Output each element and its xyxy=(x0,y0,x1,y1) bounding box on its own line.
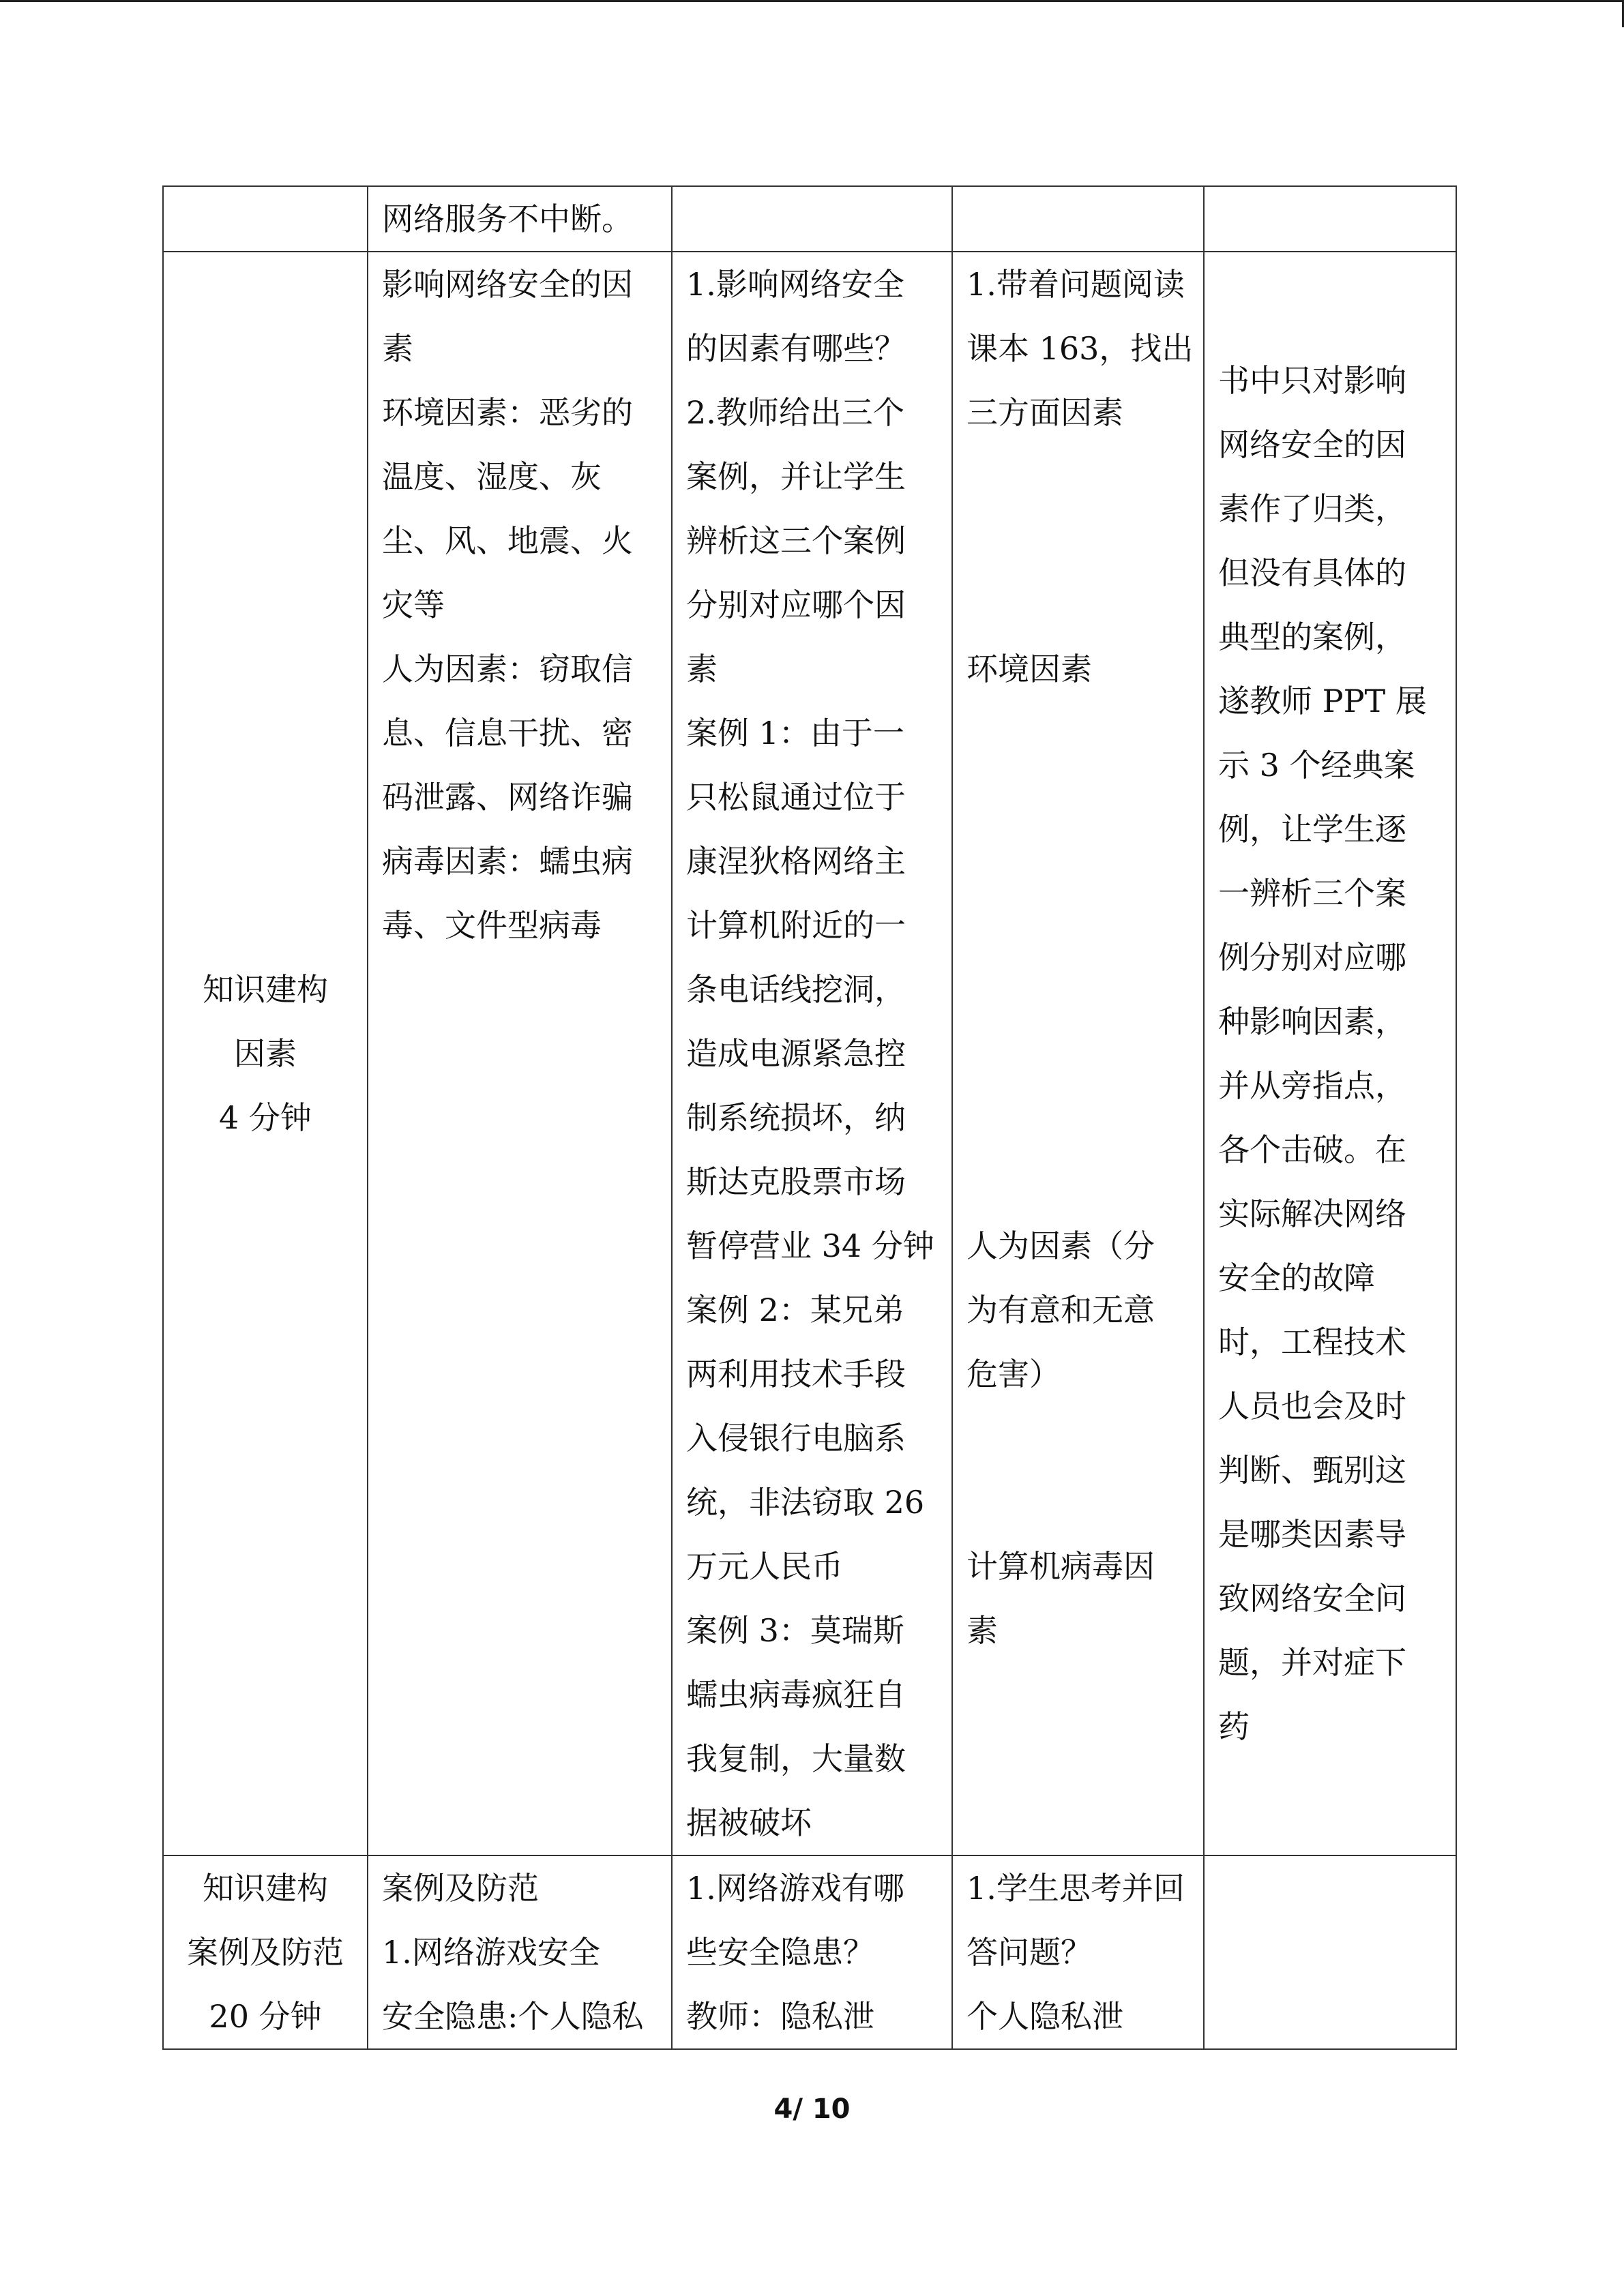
text-line: 三方面因素 xyxy=(966,394,1123,431)
table-row-factors xyxy=(163,252,1456,1855)
text-line: 2.教师给出三个 xyxy=(686,394,904,431)
text-line: 题，并对症下 xyxy=(1218,1644,1406,1681)
text-line: 各个击破。在 xyxy=(1218,1131,1406,1168)
text-line: 素 xyxy=(966,1612,998,1649)
spacer xyxy=(966,1406,1190,1470)
text-line: 时，工程技术 xyxy=(1218,1324,1406,1360)
text-line: 影响网络安全的因 xyxy=(382,266,633,303)
text-line: 人为因素：窃取信 xyxy=(382,651,633,687)
text-line: 息、信息干扰、密 xyxy=(382,715,633,751)
text-line: 1.网络游戏有哪 xyxy=(686,1870,904,1907)
design-notes-cell xyxy=(1204,252,1456,1855)
stage-line: 知识建构 xyxy=(203,971,328,1008)
spacer xyxy=(966,1022,1190,1086)
spacer xyxy=(966,445,1190,509)
content-cell xyxy=(368,186,672,252)
table-row-continuation xyxy=(163,186,1456,252)
text-line: 种影响因素， xyxy=(1218,1003,1406,1040)
text-line: 1.影响网络安全 xyxy=(686,266,904,303)
text-line: 药 xyxy=(1218,1708,1250,1745)
stage-duration: 20 分钟 xyxy=(209,1998,322,2035)
text-line: 课本 163，找出 xyxy=(966,330,1194,367)
text-line: 尘、风、地震、火 xyxy=(382,522,633,559)
stage-cell xyxy=(163,252,368,1855)
text-line: 素 xyxy=(382,330,413,367)
text-line: 辨析这三个案例 xyxy=(686,522,906,559)
text-line: 素 xyxy=(686,651,718,687)
table-row-cases xyxy=(163,1855,1456,2049)
text-line: 条电话线挖洞， xyxy=(686,971,906,1008)
text-line: 教师：隐私泄 xyxy=(686,1998,874,2035)
text-line: 个人隐私泄 xyxy=(966,1998,1123,2035)
spacer xyxy=(966,957,1190,1022)
text-line: 些安全隐患？ xyxy=(686,1934,874,1971)
text-line: 1.带着问题阅读 xyxy=(966,266,1185,303)
text-line: 例，让学生逐 xyxy=(1218,811,1406,848)
spacer xyxy=(966,1150,1190,1214)
text-line: 万元人民币 xyxy=(686,1548,843,1585)
text-line: 码泄露、网络诈骗 xyxy=(382,779,633,816)
text-line: 暂停营业 34 分钟 xyxy=(686,1227,934,1264)
page-top-rule xyxy=(0,0,1624,2)
text-line: 毒、文件型病毒 xyxy=(382,907,602,944)
text-line: 1.网络游戏安全 xyxy=(382,1934,600,1971)
spacer xyxy=(966,509,1190,573)
spacer xyxy=(966,573,1190,637)
text-line: 温度、湿度、灰 xyxy=(382,458,602,495)
text-line: 案例 1：由于一 xyxy=(686,715,904,751)
text-line: 安全隐患:个人隐私 xyxy=(382,1998,644,2035)
spacer xyxy=(966,1086,1190,1150)
text-line: 康涅狄格网络主 xyxy=(686,843,906,880)
text-line: 1.学生思考并回 xyxy=(966,1870,1185,1907)
text-line: 病毒因素：蠕虫病 xyxy=(382,843,633,880)
text-line: 案例 3：莫瑞斯 xyxy=(686,1612,904,1649)
text-line: 实际解决网络 xyxy=(1218,1195,1406,1232)
stage-line: 案例及防范 xyxy=(187,1934,344,1971)
teacher-activity-cell xyxy=(672,252,952,1855)
student-activity-cell xyxy=(952,252,1204,1855)
text-line: 一辨析三个案 xyxy=(1218,875,1406,912)
text-line: 危害） xyxy=(966,1356,1061,1392)
design-notes-cell-empty xyxy=(1204,186,1456,252)
text-line: 环境因素 xyxy=(966,651,1092,687)
text-line: 网络安全的因 xyxy=(1218,426,1406,463)
text-line: 人为因素（分 xyxy=(966,1227,1155,1264)
spacer xyxy=(966,765,1190,829)
lesson-plan-table xyxy=(162,185,1457,2050)
teacher-activity-cell xyxy=(672,1855,952,2049)
teacher-activity-cell-empty xyxy=(672,186,952,252)
spacer xyxy=(966,701,1190,765)
text-line: 案例，并让学生 xyxy=(686,458,906,495)
text-line: 统，非法窃取 26 xyxy=(686,1484,925,1521)
page-number: 4/ 10 xyxy=(773,2093,851,2125)
content-cell xyxy=(368,252,672,1855)
text-line: 但没有具体的 xyxy=(1218,554,1406,591)
stage-line: 知识建构 xyxy=(203,1870,328,1907)
text-line: 蠕虫病毒疯狂自 xyxy=(686,1676,906,1713)
text-line: 人员也会及时 xyxy=(1218,1388,1406,1425)
content-cell xyxy=(368,1855,672,2049)
text-line: 的因素有哪些？ xyxy=(686,330,906,367)
text-line: 是哪类因素导 xyxy=(1218,1516,1406,1553)
design-notes-cell-empty xyxy=(1204,1855,1456,2049)
text-line: 安全的故障 xyxy=(1218,1259,1375,1296)
spacer xyxy=(966,829,1190,893)
text-line: 分别对应哪个因 xyxy=(686,586,906,623)
student-activity-cell-empty xyxy=(952,186,1204,252)
text-line: 据被破坏 xyxy=(686,1804,812,1841)
student-activity-cell xyxy=(952,1855,1204,2049)
text-line: 只松鼠通过位于 xyxy=(686,779,906,816)
text-line: 示 3 个经典案 xyxy=(1218,747,1415,784)
text-line: 造成电源紧急控 xyxy=(686,1035,906,1072)
text-line: 灾等 xyxy=(382,586,445,623)
stage-cell xyxy=(163,1855,368,2049)
spacer xyxy=(966,893,1190,957)
text-line: 素作了归类， xyxy=(1218,490,1406,527)
text-line: 书中只对影响 xyxy=(1218,362,1406,399)
text-line: 两利用技术手段 xyxy=(686,1356,906,1392)
text-line: 答问题？ xyxy=(966,1934,1092,1971)
text-line: 斯达克股票市场 xyxy=(686,1163,906,1200)
text-line: 环境因素：恶劣的 xyxy=(382,394,633,431)
stage-duration: 4 分钟 xyxy=(219,1099,312,1136)
text-line: 例分别对应哪 xyxy=(1218,939,1406,976)
text-line: 并从旁指点， xyxy=(1218,1067,1406,1104)
text-line: 案例及防范 xyxy=(382,1870,539,1907)
text-line: 入侵银行电脑系 xyxy=(686,1420,906,1457)
text-line: 案例 2：某兄弟 xyxy=(686,1292,904,1328)
text-line: 为有意和无意 xyxy=(966,1292,1155,1328)
text-line: 制系统损坏，纳 xyxy=(686,1099,906,1136)
stage-cell-empty xyxy=(163,186,368,252)
text-line: 我复制，大量数 xyxy=(686,1740,906,1777)
text-line: 计算机病毒因 xyxy=(966,1548,1155,1585)
text-line: 致网络安全问 xyxy=(1218,1580,1406,1617)
spacer xyxy=(966,1470,1190,1534)
text-line: 网络服务不中断。 xyxy=(382,200,633,237)
text-line: 遂教师 PPT 展 xyxy=(1218,683,1427,719)
text-line: 计算机附近的一 xyxy=(686,907,906,944)
stage-line: 因素 xyxy=(234,1035,297,1072)
text-line: 典型的案例， xyxy=(1218,618,1406,655)
text-line: 判断、甄别这 xyxy=(1218,1452,1406,1489)
